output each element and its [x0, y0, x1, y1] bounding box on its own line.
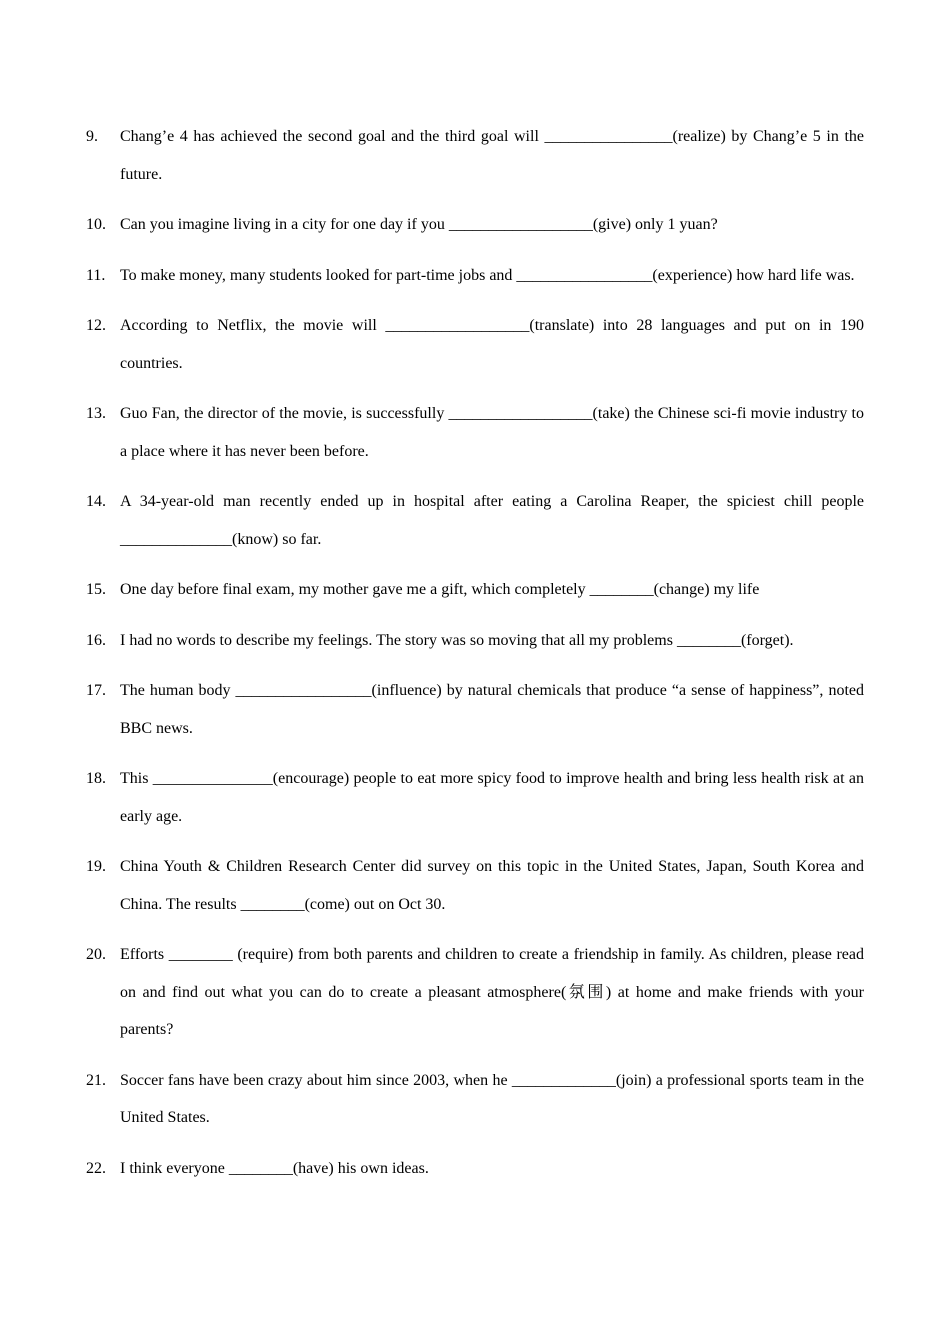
question-item: [86, 1062, 864, 1137]
question-text: The human body _________________(influence) by natural chemicals that produce “a sense of happiness”, noted BBC news.: [120, 682, 864, 737]
question-number: 12.: [86, 317, 106, 334]
question-item: [86, 622, 864, 660]
question-text: One day before final exam, my mother gave me a gift, which completely ________(change) my life: [120, 581, 760, 598]
question-item: [86, 848, 864, 923]
question-list: [86, 118, 864, 1200]
question-number: 19.: [86, 858, 106, 875]
question-item: [86, 672, 864, 747]
question-number: 16.: [86, 631, 106, 649]
question-number: 11.: [86, 266, 106, 284]
question-number: 9.: [86, 128, 98, 145]
question-text: A 34-year-old man recently ended up in hospital after eating a Carolina Reaper, the spiciest chill people ______________(know) so far.: [120, 493, 864, 548]
question-item: [86, 571, 864, 609]
question-text: Efforts ________ (require) from both parents and children to create a friendship in family. As children, please read on and find out what you can do to create a pleasant atmosphere(氛围) at home and make friends with your parents?: [120, 946, 864, 1038]
question-number: 17.: [86, 682, 106, 699]
question-item: [86, 307, 864, 382]
question-text: I think everyone ________(have) his own ideas.: [120, 1159, 429, 1177]
question-text: China Youth & Children Research Center did survey on this topic in the United States, Japan, South Korea and China. The results ________(come) out on Oct 30.: [120, 858, 864, 913]
question-text: Soccer fans have been crazy about him since 2003, when he _____________(join) a professional sports team in the United States.: [120, 1071, 864, 1126]
question-text: Can you imagine living in a city for one day if you __________________(give) only 1 yuan?: [120, 216, 718, 233]
question-text: Guo Fan, the director of the movie, is successfully __________________(take) the Chinese sci-fi movie industry to a place where it has never been before.: [120, 405, 864, 460]
question-item: [86, 760, 864, 835]
question-number: 10.: [86, 216, 106, 233]
question-item: [86, 206, 864, 244]
question-text: According to Netflix, the movie will __________________(translate) into 28 languages and put on in 190 countries.: [120, 317, 864, 372]
question-text: I had no words to describe my feelings. The story was so moving that all my problems ________(forget).: [120, 631, 794, 649]
question-number: 22.: [86, 1159, 106, 1177]
question-item: [86, 483, 864, 558]
question-text: This _______________(encourage) people to eat more spicy food to improve health and bring less health risk at an early age.: [120, 770, 864, 825]
question-item: [86, 936, 864, 1049]
question-text: To make money, many students looked for part-time jobs and _________________(experience) how hard life was.: [120, 266, 855, 284]
question-number: 20.: [86, 946, 106, 963]
question-number: 18.: [86, 770, 106, 787]
question-item: [86, 257, 864, 295]
question-item: [86, 1150, 864, 1188]
question-item: [86, 118, 864, 193]
question-text: Chang’e 4 has achieved the second goal and the third goal will ________________(realize) by Chang’e 5 in the future.: [120, 128, 864, 183]
question-number: 21.: [86, 1071, 106, 1089]
question-number: 14.: [86, 493, 106, 510]
question-item: [86, 395, 864, 470]
question-number: 15.: [86, 581, 106, 598]
question-number: 13.: [86, 405, 106, 422]
